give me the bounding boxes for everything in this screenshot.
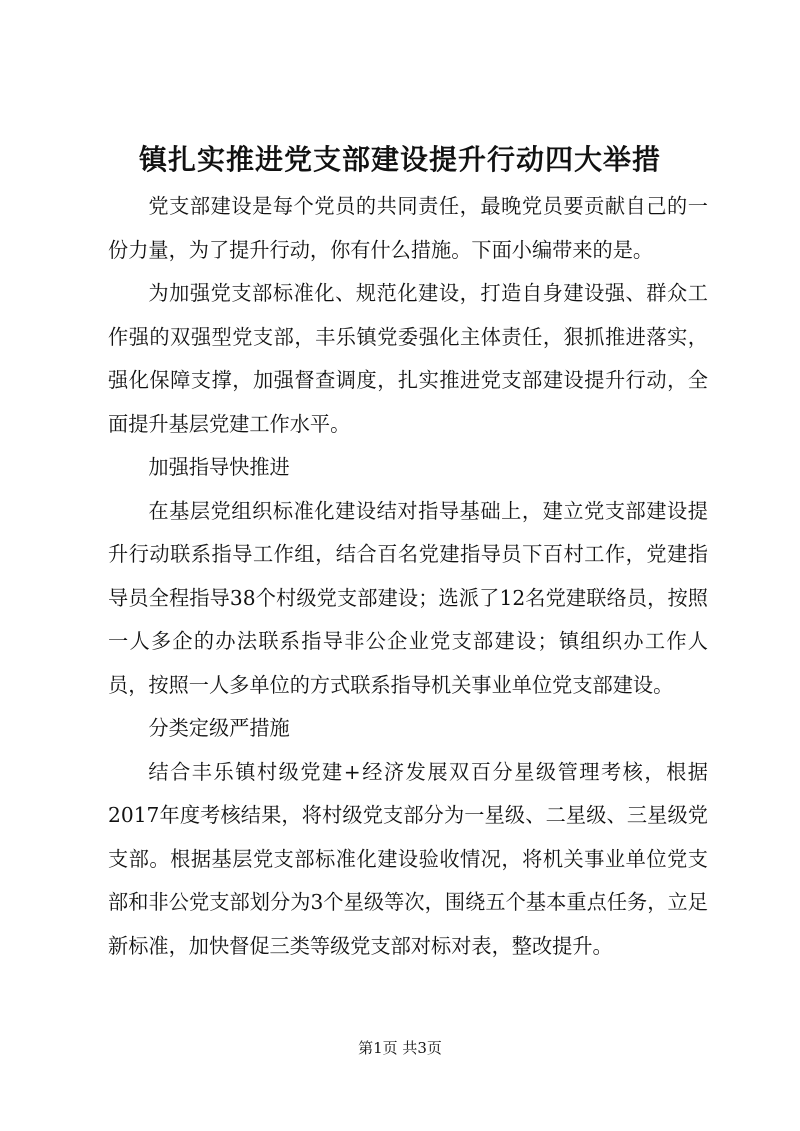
section-heading-classification: 分类定级严措施	[148, 716, 290, 740]
section-paragraph-classification: 结合丰乐镇村级党建+经济发展双百分星级管理考核，根据2017年度考核结果，将村级党支部分为一星级、二星级、三星级党支部。根据基层党支部标准化建设验收情况，将机关事业单位党支部和非公党支部划分为3个星级等次，围绕五个基本重点任务，立足新标准，加快督促三类等级党支部对标对表，整改提升。	[108, 759, 708, 958]
section-paragraph-guidance: 在基层党组织标准化建设结对指导基础上，建立党支部建设提升行动联系指导工作组，结合百名党建指导员下百村工作，党建指导员全程指导38个村级党支部建设；选派了12名党建联络员，按照一人多企的办法联系指导非公企业党支部建设；镇组织办工作人员，按照一人多单位的方式联系指导机关事业单位党支部建设。	[108, 498, 708, 697]
page-number-footer: 第1页 共3页	[358, 1039, 442, 1057]
intro-paragraph: 党支部建设是每个党员的共同责任，最晚党员要贡献自己的一份力量，为了提升行动，你有什么措施。下面小编带来的是。	[108, 194, 708, 262]
section-heading-guidance: 加强指导快推进	[148, 455, 290, 479]
document-body	[108, 185, 708, 968]
overview-paragraph: 为加强党支部标准化、规范化建设，打造自身建设强、群众工作强的双强型党支部，丰乐镇党委强化主体责任，狠抓推进落实，强化保障支撑，加强督查调度，扎实推进党支部建设提升行动，全面提升基层党建工作水平。	[108, 281, 708, 436]
document-title: 镇扎实推进党支部建设提升行动四大举措	[138, 143, 661, 176]
